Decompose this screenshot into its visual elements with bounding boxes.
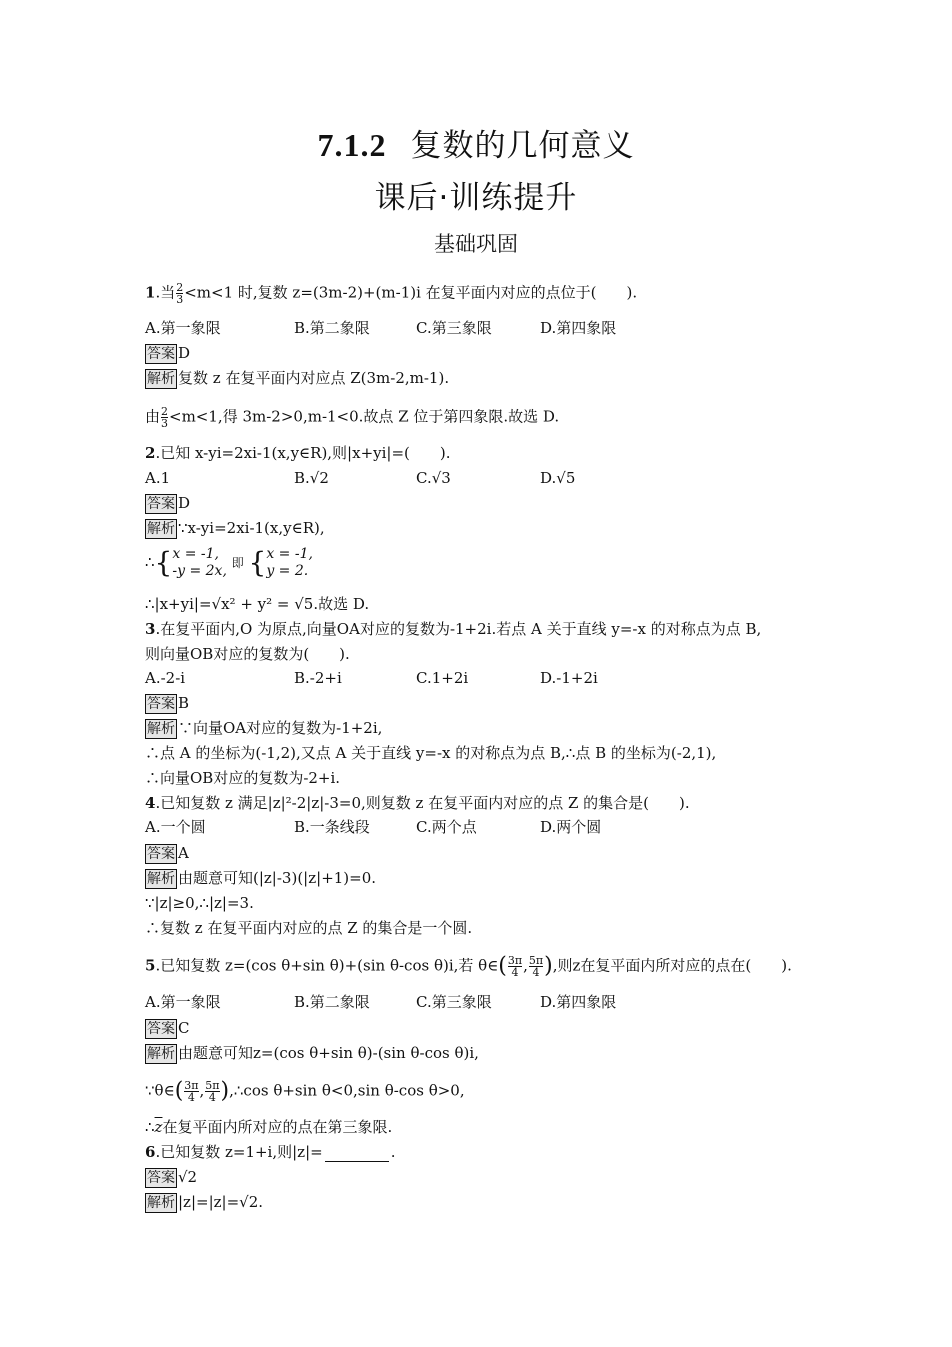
answer-label: 答案 bbox=[147, 346, 175, 362]
q4-analysis-2: ∵|z|≥0,∴|z|=3. bbox=[145, 894, 254, 912]
q5-answer: 答案 C bbox=[147, 1019, 190, 1037]
q4-option-d: D.两个圆 bbox=[540, 818, 602, 836]
answer-blank bbox=[325, 1161, 389, 1162]
q5-option-c: C.第三象限 bbox=[416, 993, 492, 1011]
question-2-stem: 2.已知 x-yi=2xi-1(x,y∈R),则|x+yi|=( ). bbox=[145, 444, 451, 462]
question-5-stem: 5.已知复数 z=(cos θ+sin θ)+(sin θ-cos θ)i,若 θ∈( $\frac{3\pi}{4}$ , $\frac{5\pi}{4}$ ),则z在复平面内所对应的点在( ). bbox=[145, 953, 792, 979]
section-heading bbox=[0, 120, 952, 165]
q3-answer: 答案 B bbox=[147, 694, 190, 712]
q5-analysis-2: ∵θ∈( $\frac{3\pi}{4}$ , $\frac{5\pi}{4}$ ),∴cos θ+sin θ<0,sin θ-cos θ>0, bbox=[145, 1078, 465, 1104]
part-title: 基础巩固 bbox=[434, 232, 518, 256]
subtitle: 课后·训练提升 bbox=[374, 180, 578, 216]
q2-option-a: A.1 bbox=[145, 469, 171, 487]
q6-analysis: 解析 |z|=|z|=√2. bbox=[147, 1193, 264, 1211]
q1-option-b: B.第二象限 bbox=[294, 319, 370, 337]
q5-analysis-3: $\therefore\overline{z}$在复平面内所对应的点在第三象限. bbox=[145, 1118, 393, 1136]
q2-answer: 答案 D bbox=[147, 494, 191, 512]
q2-system: ∴{ x = -1, -y = 2x, 即 { x = -1, y = 2. bbox=[145, 546, 313, 579]
analysis-label: 解析 bbox=[147, 371, 175, 387]
question-4-stem: 4.已知复数 z 满足|z|²-2|z|-3=0,则复数 z 在复平面内对应的点 Z 的集合是( ). bbox=[145, 794, 690, 812]
q3-analysis-3: ∴向量OB对应的复数为-2+i. bbox=[145, 769, 341, 787]
q3-option-a: A.-2-i bbox=[145, 669, 186, 687]
q5-analysis: 解析 由题意可知z=(cos θ+sin θ)-(sin θ-cos θ)i, bbox=[147, 1044, 479, 1062]
q5-option-a: A.第一象限 bbox=[145, 993, 221, 1011]
fraction: $\frac{2}{3}$ bbox=[176, 281, 184, 306]
q3-analysis: 解析 ∵向量OA对应的复数为-1+2i, bbox=[147, 719, 383, 737]
section-number: 7.1.2 bbox=[317, 127, 387, 163]
q1-option-c: C.第三象限 bbox=[416, 319, 492, 337]
q1-option-d: D.第四象限 bbox=[540, 319, 617, 337]
q1-option-a: A.第一象限 bbox=[145, 319, 221, 337]
q3-option-b: B.-2+i bbox=[294, 669, 342, 687]
q3-option-d: D.-1+2i bbox=[540, 669, 598, 687]
q4-answer: 答案 A bbox=[147, 844, 189, 862]
q5-option-d: D.第四象限 bbox=[540, 993, 617, 1011]
section-title: 复数的几何意义 bbox=[410, 128, 635, 164]
question-3-stem-2: 则向量OB对应的复数为( ). bbox=[145, 645, 350, 663]
q4-option-a: A.一个圆 bbox=[145, 818, 206, 836]
question-1-stem: 1.当 $\frac{2}{3}$ <m<1 时,复数 z=(3m-2)+(m-1)i 在复平面内对应的点位于( ). bbox=[145, 281, 638, 306]
q3-option-c: C.1+2i bbox=[416, 669, 469, 687]
q3-analysis-2: ∴点 A 的坐标为(-1,2),又点 A 关于直线 y=-x 的对称点为点 B,∴点 B 的坐标为(-2,1), bbox=[145, 744, 717, 762]
q2-analysis: 解析 ∵x-yi=2xi-1(x,y∈R), bbox=[147, 519, 325, 537]
q5-option-b: B.第二象限 bbox=[294, 993, 370, 1011]
q1-answer: 答案 D bbox=[147, 344, 191, 362]
q2-option-c: C.√3 bbox=[416, 469, 451, 487]
q4-analysis: 解析 由题意可知(|z|-3)(|z|+1)=0. bbox=[147, 869, 377, 887]
q4-analysis-3: ∴复数 z 在复平面内对应的点 Z 的集合是一个圆. bbox=[145, 919, 473, 937]
q6-answer: 答案 √2 bbox=[147, 1168, 198, 1186]
q4-option-c: C.两个点 bbox=[416, 818, 477, 836]
question-3-stem: 3.在复平面内,O 为原点,向量OA对应的复数为-1+2i.若点 A 关于直线 y=-x 的对称点为点 B, bbox=[145, 620, 762, 638]
q4-option-b: B.一条线段 bbox=[294, 818, 370, 836]
q2-analysis-3: ∴|x+yi|=√x² + y² = √5.故选 D. bbox=[145, 595, 370, 613]
question-6-stem: 6.已知复数 z=1+i,则|z|= . bbox=[145, 1143, 396, 1161]
q1-analysis-2: 由 $\frac{2}{3}$ <m<1,得 3m-2>0,m-1<0.故点 Z 位于第四象限.故选 D. bbox=[145, 405, 560, 430]
q2-option-b: B.√2 bbox=[294, 469, 329, 487]
q1-analysis: 解析 复数 z 在复平面内对应点 Z(3m-2,m-1). bbox=[147, 369, 450, 387]
q2-option-d: D.√5 bbox=[540, 469, 576, 487]
